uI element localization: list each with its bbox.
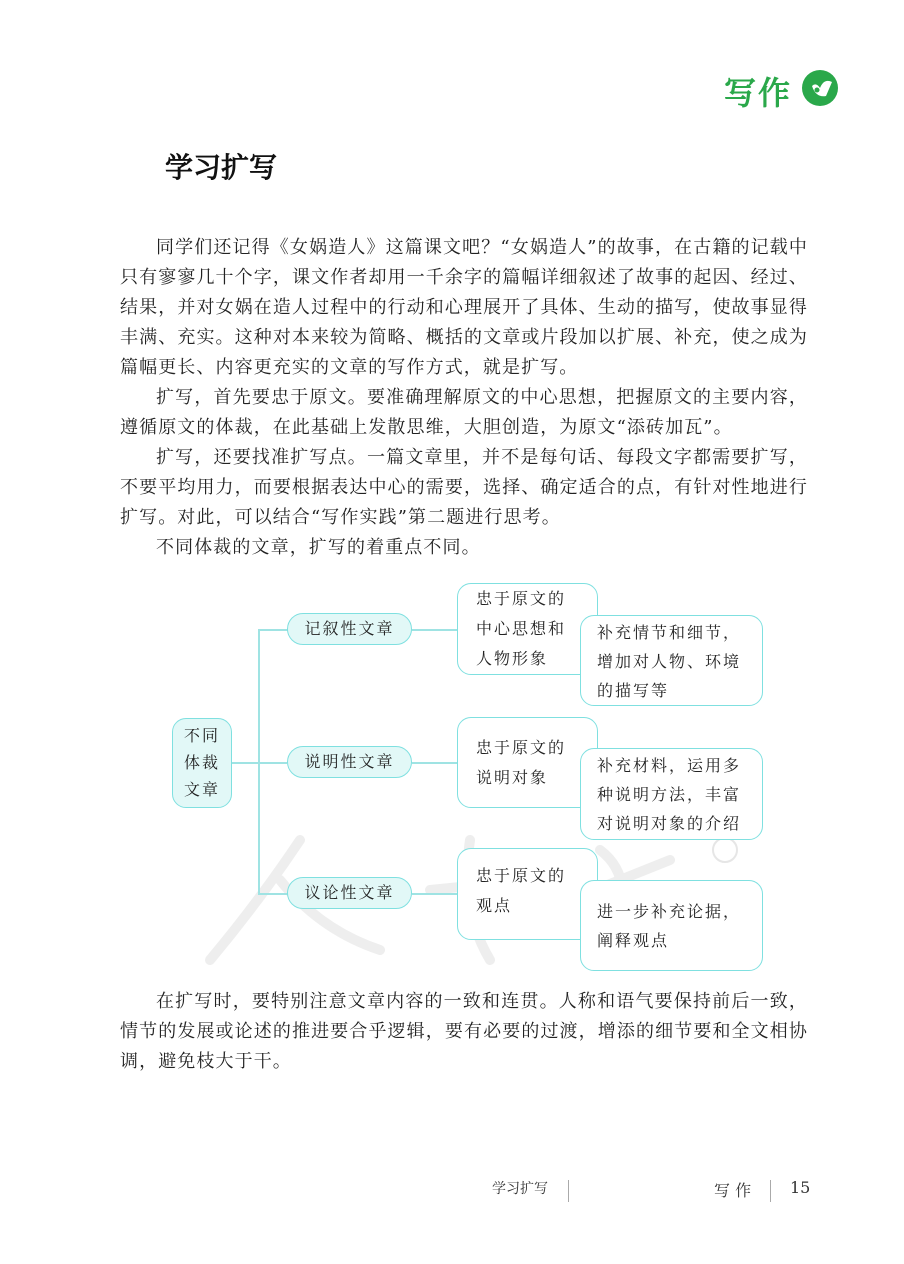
- genre-node: 说明性文章: [287, 746, 412, 778]
- intro-text: [120, 233, 808, 563]
- footer-lesson: 学习扩写: [492, 1181, 548, 1197]
- section-header: 写作: [724, 74, 793, 112]
- footer-divider: [568, 1180, 569, 1202]
- footer-section: 写 作: [714, 1181, 752, 1200]
- paragraph: 扩写，还要找准扩写点。一篇文章里，并不是每句话、每段文字都需要扩写，不要平均用力，而要根据表达中心的需要，选择、确定适合的点，有针对性地进行扩写。对此，可以结合“写作实践”第二题进行思考。: [120, 447, 808, 528]
- root-node: 不同体裁文章: [172, 718, 232, 808]
- genre-node: 记叙性文章: [287, 613, 412, 645]
- paragraph: 不同体裁的文章，扩写的着重点不同。: [156, 537, 481, 558]
- method-node: 补充情节和细节，增加对人物、环境的描写等: [580, 615, 763, 706]
- principle-node: 忠于原文的观点: [457, 848, 598, 940]
- paragraph: 在扩写时，要特别注意文章内容的一致和连贯。人称和语气要保持前后一致，情节的发展或论述的推进要合乎逻辑，要有必要的过渡，增添的细节要和全文相协调，避免枝大于干。: [120, 991, 808, 1072]
- principle-node: 忠于原文的说明对象: [457, 717, 598, 808]
- method-node: 补充材料，运用多种说明方法，丰富对说明对象的介绍: [580, 748, 763, 840]
- paragraph: 同学们还记得《女娲造人》这篇课文吧？“女娲造人”的故事，在古籍的记载中只有寥寥几十个字，课文作者却用一千余字的篇幅详细叙述了故事的起因、经过、结果，并对女娲在造人过程中的行动和心理展开了具体、生动的描写，使故事显得丰满、充实。这种对本来较为简略、概括的文章或片段加以扩展、补充，使之成为篇幅更长、内容更充实的文章的写作方式，就是扩写。: [120, 237, 808, 378]
- closing-text: [120, 987, 808, 1077]
- genre-node: 议论性文章: [287, 877, 412, 909]
- page-number: 15: [790, 1178, 811, 1197]
- paragraph: 扩写，首先要忠于原文。要准确理解原文的中心思想，把握原文的主要内容，遵循原文的体裁，在此基础上发散思维，大胆创造，为原文“添砖加瓦”。: [120, 387, 808, 438]
- footer-divider: [770, 1180, 771, 1202]
- principle-node: 忠于原文的中心思想和人物形象: [457, 583, 598, 675]
- writing-logo-icon: [800, 68, 840, 108]
- page-title: 学习扩写: [165, 151, 278, 184]
- method-node: 进一步补充论据，阐释观点: [580, 880, 763, 971]
